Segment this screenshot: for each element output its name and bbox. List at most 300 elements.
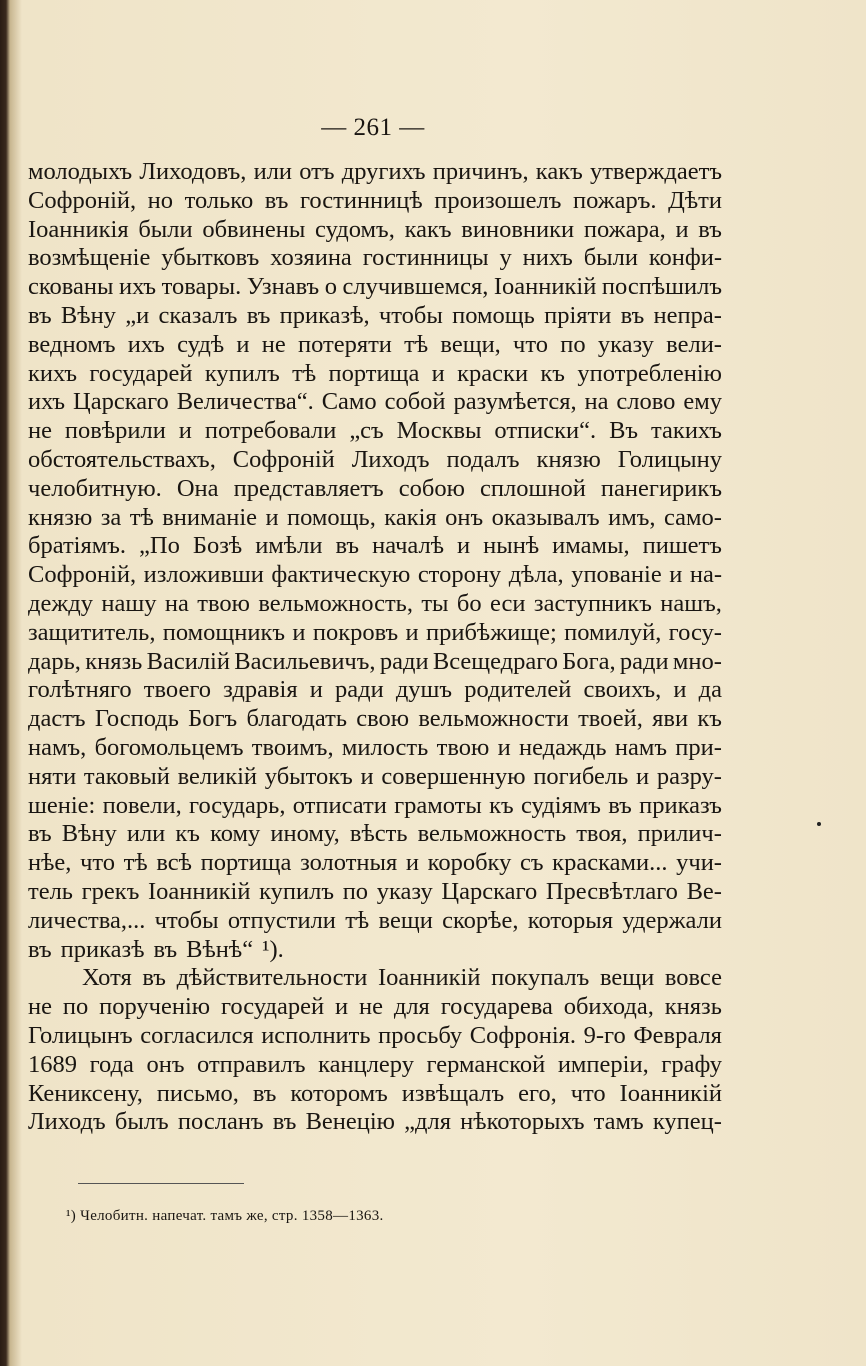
text-line [28, 820, 722, 849]
text-line [28, 734, 722, 763]
word: его, [518, 1079, 557, 1107]
word: чтобы [154, 906, 219, 934]
word: милость [341, 733, 429, 761]
word: 1689 [28, 1050, 77, 1078]
word: золотныя [300, 849, 398, 877]
word: молодыхъ [28, 158, 133, 185]
word: но [147, 186, 174, 214]
word: покровъ [312, 618, 399, 646]
text-line [28, 331, 722, 360]
word: родителей [464, 676, 572, 704]
word: нѣе, [28, 849, 72, 877]
word: помощь, [287, 503, 376, 531]
word: „По [139, 532, 180, 560]
word: по [560, 330, 586, 358]
word: да [698, 676, 722, 704]
text-line [28, 216, 722, 245]
word: согласился [140, 1021, 254, 1049]
word: Москвы [396, 417, 482, 445]
word: приказъ [639, 791, 722, 819]
word: и [360, 762, 374, 790]
word: покупалъ [491, 964, 590, 992]
word: недаждь [518, 733, 607, 761]
word: изложивши [143, 561, 264, 589]
word: погибель [533, 762, 629, 790]
word: другихъ [341, 158, 426, 185]
word: ихъ [28, 388, 66, 416]
word: Лиходовъ, [139, 158, 247, 185]
word: посланъ [177, 1108, 264, 1136]
word: что [80, 849, 116, 877]
word: Ве- [686, 877, 722, 905]
word: Вѣнѣ“ [186, 935, 254, 963]
word: помощь [452, 301, 535, 329]
word: судомъ, [315, 215, 395, 243]
word: коробку [427, 849, 512, 877]
word: тамъ [593, 1108, 644, 1136]
word: утверждаетъ [589, 158, 722, 185]
word: причинъ, [432, 158, 529, 185]
word: не [358, 993, 383, 1021]
word: указу [597, 330, 654, 358]
word: у [499, 244, 512, 272]
word: и [236, 330, 250, 358]
word: о [324, 273, 337, 301]
word: и [675, 215, 689, 243]
text-line [28, 1080, 722, 1109]
word: былъ [114, 1108, 169, 1136]
word: исполнить [261, 1021, 371, 1049]
word: началѣ [372, 532, 445, 560]
word: государева [440, 993, 553, 1021]
word: обихода, [563, 993, 654, 1021]
text-line [28, 936, 722, 965]
word: и [309, 676, 323, 704]
word: купилъ [204, 359, 280, 387]
word: богомольцемъ [94, 733, 244, 761]
word: „съ [349, 417, 384, 445]
word: сплошной [480, 474, 586, 502]
word: въ [246, 301, 271, 329]
word: чтобы [378, 301, 443, 329]
word: сказалъ [158, 301, 238, 329]
word: конфи- [648, 244, 722, 272]
word: приказѣ [60, 935, 145, 963]
word: извѣщалъ [401, 1079, 505, 1107]
word: гостинницы [362, 244, 489, 272]
text-line [28, 532, 722, 561]
word: Софроній, [28, 561, 137, 589]
word: имперіи, [557, 1050, 649, 1078]
word: Софронія. [469, 1021, 577, 1049]
word: при- [675, 733, 722, 761]
word: Господь [94, 705, 179, 733]
word: разру- [656, 762, 722, 790]
word: ведномъ [28, 330, 116, 358]
word: Софроній [232, 445, 335, 473]
text-line [28, 446, 722, 475]
word: Іоанникій [148, 877, 251, 905]
word: краски [457, 359, 529, 387]
word: собой [384, 388, 446, 416]
word: вещи [599, 964, 655, 992]
word: ему [683, 388, 722, 416]
word: ради [379, 647, 429, 675]
word: ихъ [119, 273, 157, 301]
word: прибѣжище; [425, 618, 557, 646]
word: онъ [445, 503, 484, 531]
word: онъ [146, 1050, 185, 1078]
word: ради [335, 676, 384, 704]
text-line [28, 388, 722, 417]
word: Богъ [188, 705, 238, 733]
word: хозяина [270, 244, 352, 272]
word: отправилъ [197, 1050, 306, 1078]
word: порученію [99, 993, 211, 1021]
word: государь, [189, 791, 286, 819]
word: возмѣщеніе [28, 244, 151, 272]
word: отписати [292, 791, 387, 819]
word: дежду [28, 589, 93, 617]
word: убытокъ [264, 762, 353, 790]
page-number: — 261 — [321, 114, 425, 141]
word: „и [125, 301, 150, 329]
word: въ [153, 935, 178, 963]
word: вельможность, [258, 589, 413, 617]
text-line [28, 417, 722, 446]
word: на [164, 589, 189, 617]
word: дарь, [28, 647, 81, 675]
word: панегирикъ [600, 474, 722, 502]
word: канцлеру [318, 1050, 414, 1078]
word: тѣ [123, 849, 148, 877]
word: благодать [246, 705, 348, 733]
word: и [265, 503, 279, 531]
word: въ [28, 301, 52, 329]
word: Іоанникій [493, 273, 597, 301]
word: красками... [552, 849, 668, 877]
word: повѣрили [64, 417, 166, 445]
text-line [28, 705, 722, 734]
word: по [62, 993, 89, 1021]
word: были [138, 215, 193, 243]
text-line [28, 158, 722, 187]
word: своихъ, [583, 676, 662, 704]
text-line [28, 763, 722, 792]
word: пріяти [544, 301, 612, 329]
word: кихъ [28, 359, 77, 387]
word: разумѣется, [453, 388, 577, 416]
word: Дѣти [668, 186, 722, 214]
word: душъ [395, 676, 453, 704]
word: вельможности [418, 705, 569, 733]
word: слово [616, 388, 676, 416]
word: совершенную [381, 762, 526, 790]
word: Бозѣ [192, 532, 243, 560]
word: твоя, [576, 820, 628, 848]
word: портища [200, 849, 292, 877]
word: намъ [614, 733, 667, 761]
word: вещи [378, 906, 433, 934]
word: или [253, 158, 293, 185]
word: которыя [527, 906, 613, 934]
word: убытковъ [161, 244, 260, 272]
word: Само [321, 388, 377, 416]
text-line [28, 302, 722, 331]
text-line [28, 244, 722, 273]
word: въ [28, 935, 52, 963]
word: помощникъ [162, 618, 286, 646]
word: просьбу [378, 1021, 463, 1049]
word: князю [536, 445, 601, 473]
word: Она [176, 474, 219, 502]
word: Въ [609, 417, 639, 445]
word: иному, [270, 820, 340, 848]
word: тѣ [404, 330, 429, 358]
word: ихъ [127, 330, 165, 358]
word: и [457, 532, 471, 560]
word: имъ, [608, 503, 656, 531]
word: и [334, 993, 349, 1021]
word: на- [689, 561, 722, 589]
footnote: ¹) Челобитн. напечат. тамъ же, стр. 1358—1363. [66, 1208, 384, 1224]
word: челобитную. [28, 474, 162, 502]
word: обстоятельствахъ, [28, 445, 216, 473]
ink-speck [817, 822, 821, 826]
word: и [405, 618, 419, 646]
word: нынѣ [483, 532, 540, 560]
word: купец- [652, 1108, 722, 1136]
word: которомъ [290, 1079, 388, 1107]
word: имѣли [255, 532, 323, 560]
word: нашу [101, 589, 157, 617]
text-line [28, 561, 722, 590]
word: подалъ [446, 445, 520, 473]
word: Венецію [305, 1108, 395, 1136]
word: судѣ [177, 330, 225, 358]
word: шеніе: [28, 791, 96, 819]
word: оказывалъ [491, 503, 600, 531]
word: потребовали [204, 417, 337, 445]
word: какъ [535, 158, 583, 185]
word: и [635, 762, 650, 790]
word: графу [661, 1050, 722, 1078]
word: Голицынъ [28, 1021, 133, 1049]
word: указу [376, 877, 433, 905]
word: твоего [143, 676, 212, 704]
word: вѣсть [349, 820, 408, 848]
word: и [178, 417, 192, 445]
word: государей [89, 359, 193, 387]
word: письмо, [156, 1079, 239, 1107]
word: нихъ [522, 244, 573, 272]
footnote-divider [78, 1183, 244, 1184]
word: вещи, [440, 330, 501, 358]
word: для [393, 993, 430, 1021]
word: портища [328, 359, 420, 387]
word: гостинницѣ [299, 186, 423, 214]
word: фактическую [271, 561, 411, 589]
word: только [184, 186, 254, 214]
word: отъ [299, 158, 335, 185]
word: въ [620, 301, 645, 329]
word: ради [619, 647, 669, 675]
word: 9-го [583, 1021, 626, 1049]
text-line [28, 878, 722, 907]
text-line [28, 907, 722, 936]
word: намъ, [28, 733, 87, 761]
word: няти [28, 762, 77, 790]
text-line [28, 273, 722, 302]
word: тѣ [292, 359, 317, 387]
word: князь [664, 993, 722, 1021]
word: твою [436, 733, 490, 761]
word: въ [264, 186, 289, 214]
word: дастъ [28, 705, 86, 733]
word: великій [177, 762, 258, 790]
text-line [28, 590, 722, 619]
word: прилич- [637, 820, 722, 848]
word: въ [272, 1108, 297, 1136]
word: товары. [161, 273, 242, 301]
word: случившемся, [342, 273, 489, 301]
word: были [583, 244, 638, 272]
word: Пресвѣтлаго [545, 877, 678, 905]
word: отпустили [227, 906, 336, 934]
word: Іоанникій [619, 1079, 722, 1107]
word: на [584, 388, 609, 416]
word: и [405, 849, 420, 877]
word: ты [421, 589, 449, 617]
word: и [669, 561, 683, 589]
word: Всещедраго [432, 647, 558, 675]
word: не [28, 417, 52, 445]
word: и [431, 359, 445, 387]
text-line [28, 648, 722, 677]
text-line [28, 475, 722, 504]
word: къ [697, 705, 722, 733]
word: по [342, 877, 369, 905]
word: мно- [672, 647, 722, 675]
word: личества,... [28, 906, 146, 934]
word: помилуй, [564, 618, 662, 646]
word: бо [456, 589, 482, 617]
word: всѣ [156, 849, 192, 877]
word: скорѣе, [442, 906, 519, 934]
word: Лиходъ [351, 445, 430, 473]
word: твоей, [578, 705, 643, 733]
word: и [292, 618, 306, 646]
word: не [261, 330, 286, 358]
word: имамы, [552, 532, 630, 560]
text-line [28, 1108, 722, 1137]
word: Іоанникія [28, 215, 129, 243]
word: что [570, 1079, 606, 1107]
word: отписки“. [494, 417, 597, 445]
word: обвинены [202, 215, 306, 243]
text-line [28, 1051, 722, 1080]
word: защититель, [28, 618, 156, 646]
word: въ [252, 1079, 277, 1107]
word: тѣ [345, 906, 370, 934]
word: тель [28, 877, 73, 905]
word: Бога, [562, 647, 616, 675]
word: вели- [666, 330, 722, 358]
word: Хотя [82, 964, 132, 992]
word: Величества“. [176, 388, 314, 416]
word: упованіе [571, 561, 662, 589]
text-line [28, 849, 722, 878]
word: въ [608, 791, 632, 819]
word: таковый [83, 762, 170, 790]
word: твоимъ, [251, 733, 334, 761]
word: яви [652, 705, 689, 733]
word: въ [698, 215, 722, 243]
word: грамоты [394, 791, 482, 819]
word: князю [28, 503, 93, 531]
word: Іоанникій [378, 964, 481, 992]
word: Кениксену, [28, 1079, 143, 1107]
word: Узнавъ [246, 273, 320, 301]
word: князь [85, 647, 143, 675]
word: госу- [668, 618, 722, 646]
word: Царскаго [441, 877, 538, 905]
word: собою [398, 474, 465, 502]
word: непра- [653, 301, 722, 329]
text-line [28, 619, 722, 648]
word: произошелъ [434, 186, 562, 214]
text-line [28, 676, 722, 705]
word: Вѣну [61, 820, 117, 848]
word: потеряти [297, 330, 392, 358]
word: заступникъ [533, 589, 652, 617]
word: вельможность [417, 820, 567, 848]
text-line [28, 1022, 722, 1051]
word: ¹). [262, 935, 284, 963]
word: къ [175, 820, 200, 848]
word: свою [356, 705, 410, 733]
word: учи- [676, 849, 722, 877]
word: Лиходъ [28, 1108, 106, 1136]
word: употребленію [577, 359, 722, 387]
word: за [100, 503, 122, 531]
word: и [673, 676, 687, 704]
word: удержали [622, 906, 722, 934]
word: пишетъ [642, 532, 722, 560]
word: здравія [223, 676, 298, 704]
word: сторону [417, 561, 502, 589]
word: въ [142, 964, 166, 992]
word: въ [28, 820, 52, 848]
word: въ [335, 532, 360, 560]
word: твою [197, 589, 250, 617]
word: дѣйствительности [176, 964, 368, 992]
word: пожаръ. [572, 186, 657, 214]
word: какія [384, 503, 437, 531]
word: нѣкоторыхъ [460, 1108, 585, 1136]
word: грекъ [81, 877, 140, 905]
word: повели, [102, 791, 182, 819]
word: или [126, 820, 166, 848]
text-line [28, 964, 722, 993]
text-line [28, 360, 722, 389]
word: къ [540, 359, 565, 387]
word: Царскаго [73, 388, 169, 416]
word: что [513, 330, 549, 358]
word: Февраля [633, 1021, 722, 1049]
word: не [28, 993, 52, 1021]
word: дѣла, [508, 561, 564, 589]
